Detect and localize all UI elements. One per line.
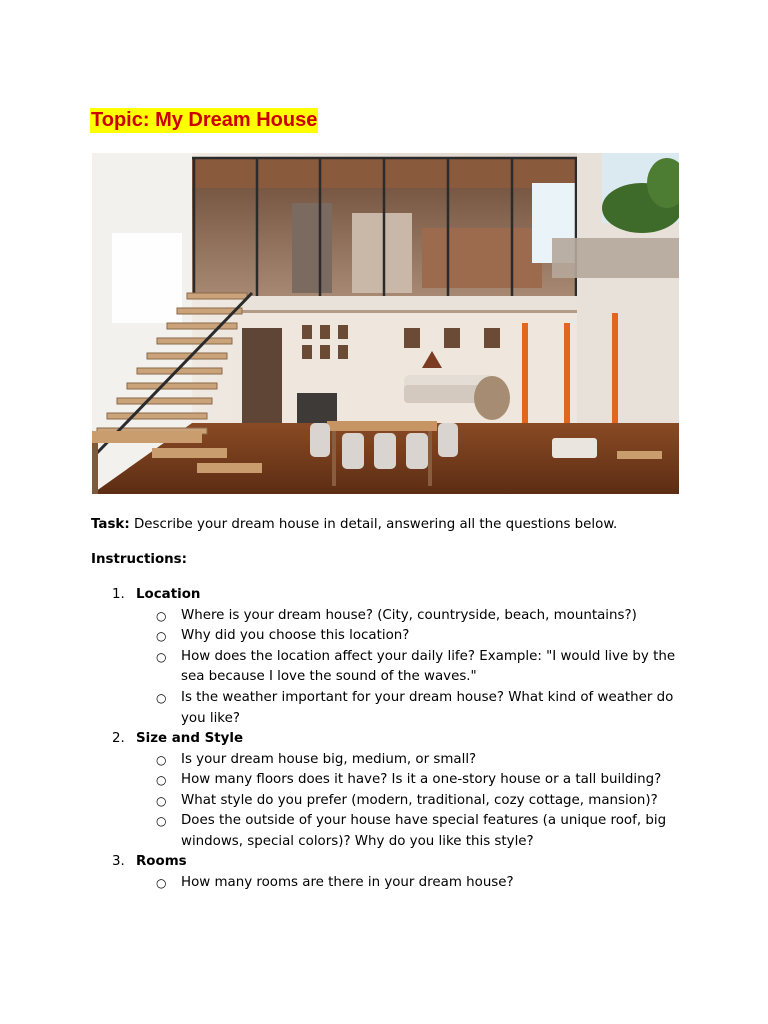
bullet-icon: ○: [156, 773, 167, 788]
list-item: [0, 873, 768, 894]
bullet-icon: ○: [156, 649, 167, 664]
bullet-text: What style do you prefer (modern, traditional, cozy cottage, mansion)?: [181, 792, 658, 808]
list-item: [0, 811, 768, 852]
section-title: Rooms: [136, 854, 187, 869]
bullet-list: [0, 873, 768, 894]
bullet-text: Is the weather important for your dream house? What kind of weather do you like?: [181, 689, 674, 726]
section-number: 2.: [112, 731, 125, 746]
bullet-text: Is your dream house big, medium, or small?: [181, 751, 477, 767]
bullet-text: How many floors does it have? Is it a one-story house or a tall building?: [181, 772, 662, 788]
list-item: [0, 791, 768, 812]
bullet-icon: ○: [156, 752, 167, 767]
bullet-icon: ○: [156, 875, 167, 890]
section-number: 1.: [112, 587, 125, 602]
list-item: [0, 606, 768, 627]
bullet-list: [0, 606, 768, 730]
bullet-text: How does the location affect your daily life? Example: "I would live by the sea because I love the sound of the waves.": [181, 648, 676, 685]
bullet-icon: ○: [156, 690, 167, 705]
bullet-icon: ○: [156, 629, 167, 644]
list-item: [0, 770, 768, 791]
bullet-icon: ○: [156, 793, 167, 808]
list-item: [0, 688, 768, 729]
bullet-text: Where is your dream house? (City, countryside, beach, mountains?): [181, 607, 637, 623]
bullet-icon: ○: [156, 608, 167, 623]
section-number: 3.: [112, 854, 125, 869]
task-text: Describe your dream house in detail, answering all the questions below.: [129, 517, 618, 532]
bullet-icon: ○: [156, 814, 167, 829]
instructions-heading: Instructions:: [91, 552, 188, 567]
page-title: Topic: My Dream House: [91, 109, 318, 131]
dream-house-interior-image: [92, 153, 679, 494]
list-item: [0, 750, 768, 771]
bullet-list: [0, 750, 768, 853]
bullet-text: Does the outside of your house have special features (a unique roof, big windows, special colors)? Why do you like this style?: [181, 813, 667, 849]
section-title: Size and Style: [136, 731, 244, 746]
list-item: [0, 626, 768, 647]
bullet-text: How many rooms are there in your dream house?: [181, 874, 514, 890]
list-item: [0, 647, 768, 688]
bullet-text: Why did you choose this location?: [181, 628, 410, 644]
task-paragraph: [91, 515, 617, 535]
section-title: Location: [136, 587, 201, 602]
task-label: Task:: [91, 517, 130, 532]
